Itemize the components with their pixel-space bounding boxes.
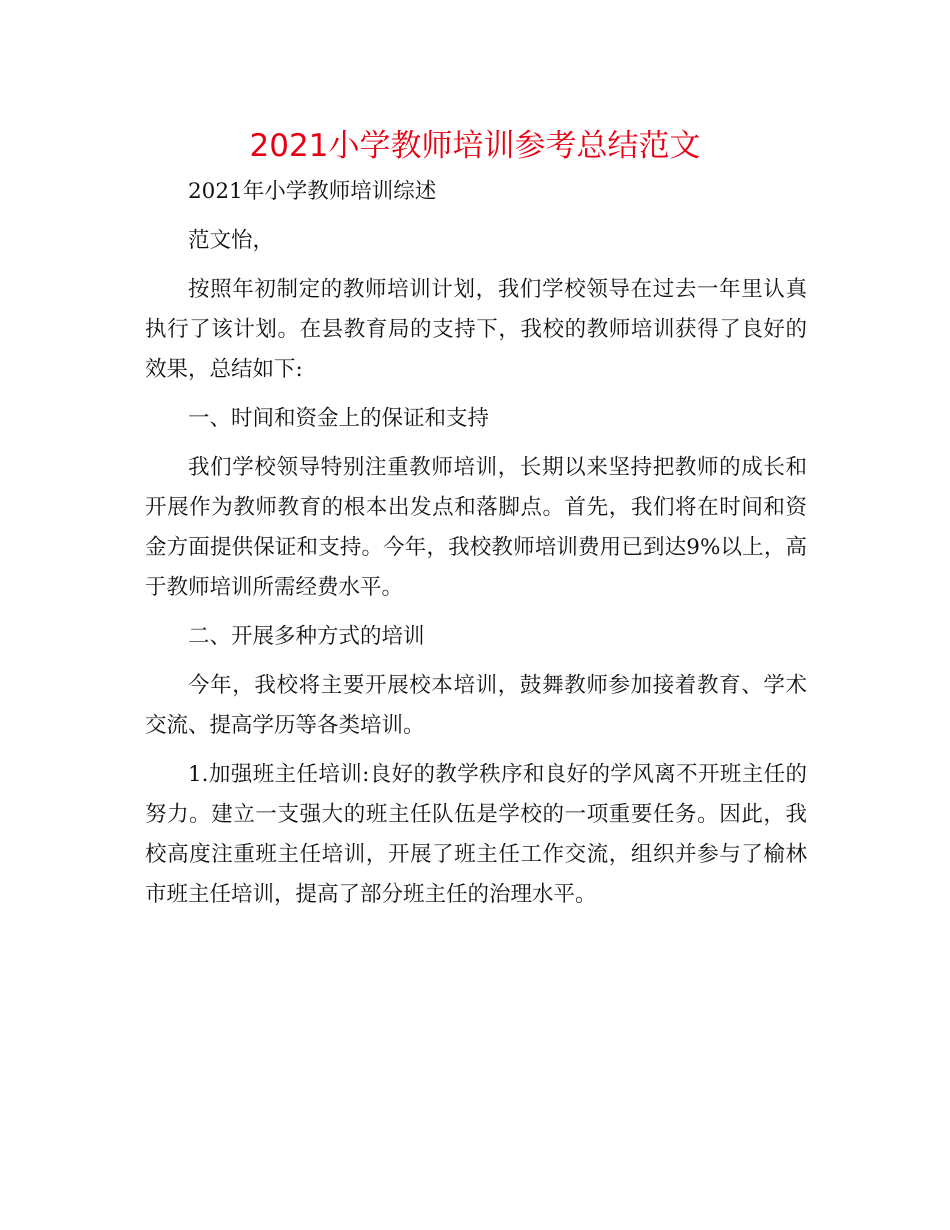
subtitle-paragraph: 2021年小学教师培训综述	[188, 179, 437, 204]
section-heading-2: 二、开展多种方式的培训	[188, 624, 425, 649]
document-title: 2021小学教师培训参考总结范文	[249, 128, 701, 164]
item-1-paragraph: 1.加强班主任培训:良好的教学秩序和良好的学风离不开班主任的努力。建立一支强大的班主任队伍是学校的一项重要任务。因此，我校高度注重班主任培训，开展了班主任工作交流，组织并参与了榆林市班主任培训，提高了部分班主任的治理水平。	[145, 762, 807, 907]
document-body	[145, 172, 807, 915]
section-2-paragraph: 今年，我校将主要开展校本培训，鼓舞教师参加接着教育、学术交流、提高学历等各类培训。	[145, 673, 807, 738]
intro-paragraph: 按照年初制定的教师培训计划，我们学校领导在过去一年里认真执行了该计划。在县教育局的支持下，我校的教师培训获得了良好的效果，总结如下:	[145, 277, 807, 382]
author-paragraph: 范文怡，	[188, 228, 275, 253]
section-1-paragraph: 我们学校领导特别注重教师培训，长期以来坚持把教师的成长和开展作为教师教育的根本出发点和落脚点。首先，我们将在时间和资金方面提供保证和支持。今年，我校教师培训费用已到达9%以上，高于教师培训所需经费水平。	[145, 455, 807, 600]
section-heading-1: 一、时间和资金上的保证和支持	[188, 406, 490, 431]
